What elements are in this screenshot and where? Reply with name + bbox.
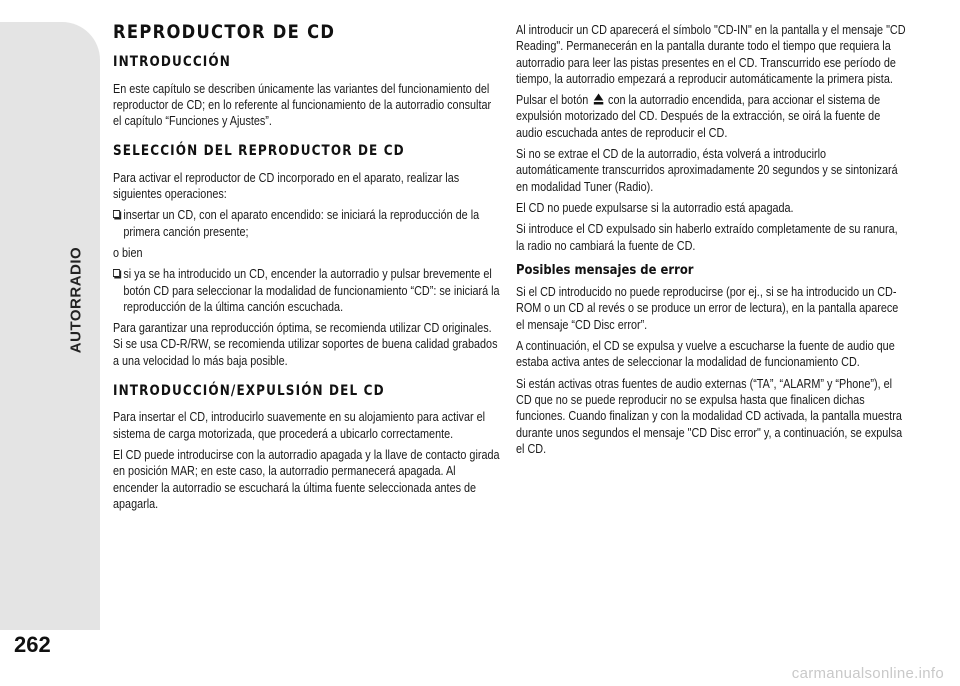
page-number: 262 xyxy=(14,632,51,657)
error-paragraph-1: Si el CD introducido no puede reproducirse (por ej., si se ha introducido un CD-ROM o un CD al revés o se produce un error de lectura), en la pantalla aparece el mensaje “CD Disc error”. xyxy=(516,285,899,332)
watermark: carmanualsonline.info xyxy=(791,665,944,682)
left-column xyxy=(113,22,501,517)
eject-icon xyxy=(593,93,603,105)
eject-paragraph xyxy=(516,92,908,141)
cd-in-paragraph: Al introducir un CD aparecerá el símbolo "CD-IN" en la pantalla y el mensaje "CD Reading". Permanecerán en la pantalla durante todo el tiempo que requiera la autorradio para leer las pistas presentes en el CD. Transcurrido ese período de tiempo, la autorradio empezará a reproducir automáticamente la primera pista. xyxy=(516,23,906,86)
bullet-text-2: si ya se ha introducido un CD, encender la autorradio y pulsar brevemente el botón CD para seleccionar la modalidad de funcionamiento “CD”: se iniciará la reproducción de la última canción escuchada. xyxy=(123,267,500,314)
error-paragraph-3: Si están activas otras fuentes de audio externas (“TA”, “ALARM” y “Phone”), el CD que no se puede reproducir no se expulsa hasta que finalicen dichas funciones. Cuando finalizan y con la modalidad CD activada, la pantalla muestra durante unos segundos el mensaje "CD Disc error" y, a continuación, se expulsa el CD. xyxy=(516,376,903,456)
list-item xyxy=(113,266,502,315)
error-paragraph-2: A continuación, el CD se expulsa y vuelve a escucharse la fuente de audio que estaba activa antes de seleccionar la modalidad de funcionamiento CD. xyxy=(516,339,895,370)
checkbox-bullet-icon xyxy=(113,210,120,218)
insert-text-1: Para insertar el CD, introducirlo suavemente en su alojamiento para activar el sistema de carga motorizada, que procederá a ubicarlo correctamente. xyxy=(113,410,486,441)
section-tab xyxy=(56,225,96,375)
intro-text: En este capítulo se describen únicamente las variantes del funcionamiento del reproductor de CD; en lo referente al funcionamiento de la autorradio consultar el capítulo “Funciones y Ajustes”. xyxy=(113,81,492,129)
insert-heading: INTRODUCCIÓN/EXPULSIÓN DEL CD xyxy=(113,383,385,400)
auto-reinsert-paragraph: Si no se extrae el CD de la autorradio, ésta volverá a introducirlo automáticamente transcurridos aproximadamente 20 segundos y se sintonizará en modalidad Tuner (Radio). xyxy=(516,147,898,194)
eject-text-after: con la autorradio encendida, para accionar el sistema de expulsión motorizado del CD. Después de la extracción, se oirá la fuente de audio escuchada antes de reproducir el CD. xyxy=(516,93,881,140)
checkbox-bullet-icon xyxy=(113,269,120,277)
errors-heading: Posibles mensajes de error xyxy=(516,261,694,278)
list-item xyxy=(113,207,502,240)
right-column xyxy=(516,22,908,462)
section-label: AUTORRADIO xyxy=(67,246,85,354)
selection-heading: SELECCIÓN DEL REPRODUCTOR DE CD xyxy=(113,143,405,160)
optimal-text: Para garantizar una reproducción óptima, se recomienda utilizar CD originales. Si se usa CD-R/RW, se recomienda utilizar soportes de buena calidad grabados a una velocidad lo más baja posible. xyxy=(113,321,498,368)
selection-text: Para activar el reproductor de CD incorporado en el aparato, realizar las siguientes operaciones: xyxy=(113,170,460,202)
page-title: REPRODUCTOR DE CD xyxy=(113,21,336,43)
partial-eject-paragraph: Si introduce el CD expulsado sin haberlo extraído completamente de su ranura, la radio no cambiará la fuente de CD. xyxy=(516,222,898,253)
intro-heading: INTRODUCCIÓN xyxy=(113,54,231,71)
bullet-text-1: insertar un CD, con el aparato encendido: se iniciará la reproducción de la primera canción presente; xyxy=(123,208,480,239)
power-off-paragraph: El CD no puede expulsarse si la autorradio está apagada. xyxy=(516,200,794,215)
or-text: o bien xyxy=(113,245,143,260)
insert-text-2: El CD puede introducirse con la autorradio apagada y la llave de contacto girada en posición MAR; en este caso, la autorradio permanecerá apagada. Al encender la autorradio se escuchará la última fuente seleccionada antes de apagarla. xyxy=(113,447,500,511)
eject-text-before: Pulsar el botón xyxy=(516,93,589,108)
